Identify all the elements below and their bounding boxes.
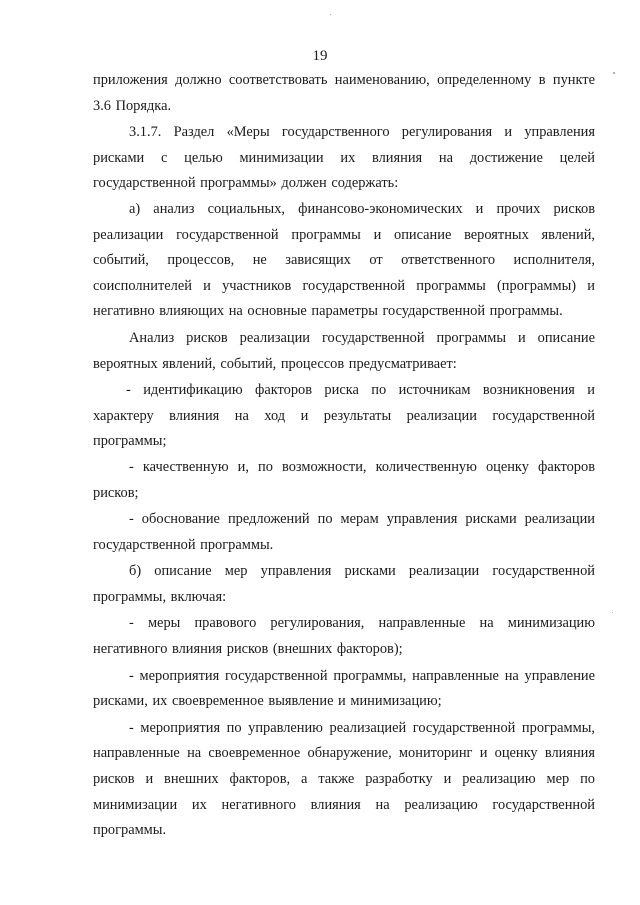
paragraph-continuation: приложения должно соответствовать наименованию, определенному в пункте 3.6 Порядка.	[93, 72, 595, 114]
scan-speck	[330, 14, 331, 15]
paragraph-section-3-1-7: 3.1.7. Раздел «Меры государственного регулирования и управления рисками с целью минимизации их влияния на достижение целей государственной программы» должен содержать:	[93, 124, 595, 192]
paragraph-item-b: б) описание мер управления рисками реализации государственной программы, включая:	[93, 563, 595, 605]
bullet-program-activities: - мероприятия государственной программы, направленные на управление рисками, их своевременное выявление и минимизацию;	[93, 667, 595, 710]
paragraph-item-a: а) анализ социальных, финансово-экономических и прочих рисков реализации государственной программы и описание вероятных явлений, событий, процессов, не зависящих от ответственного исполнителя, соисполнителей и участников государственной программы (программы) и негативно влияющих на основные параметры государственной программы.	[93, 200, 595, 320]
scan-speck	[612, 612, 613, 613]
bullet-legal-regulation: - меры правового регулирования, направленные на минимизацию негативного влияния рисков (внешних факторов);	[93, 615, 595, 658]
bullet-management-activities: - мероприятия по управлению реализацией государственной программы, направленные на своевременное обнаружение, мониторинг и оценку влияния рисков и внешних факторов, а также разработку и реализацию мер по минимизации их негативного влияния на реализацию государственной программы.	[93, 719, 595, 839]
bullet-risk-assessment: - качественную и, по возможности, количественную оценку факторов рисков;	[93, 458, 595, 501]
page-number: 19	[312, 48, 328, 64]
document-body	[93, 68, 595, 845]
scan-speck	[613, 72, 615, 74]
paragraph-risk-analysis: Анализ рисков реализации государственной программы и описание вероятных явлений, событий, процессов предусматривает:	[93, 329, 595, 372]
bullet-risk-identification: - идентификацию факторов риска по источникам возникновения и характеру влияния на ход и результаты реализации государственной программы;	[93, 382, 595, 450]
bullet-risk-proposals: - обоснование предложений по мерам управления рисками реализации государственной программы.	[93, 511, 595, 553]
